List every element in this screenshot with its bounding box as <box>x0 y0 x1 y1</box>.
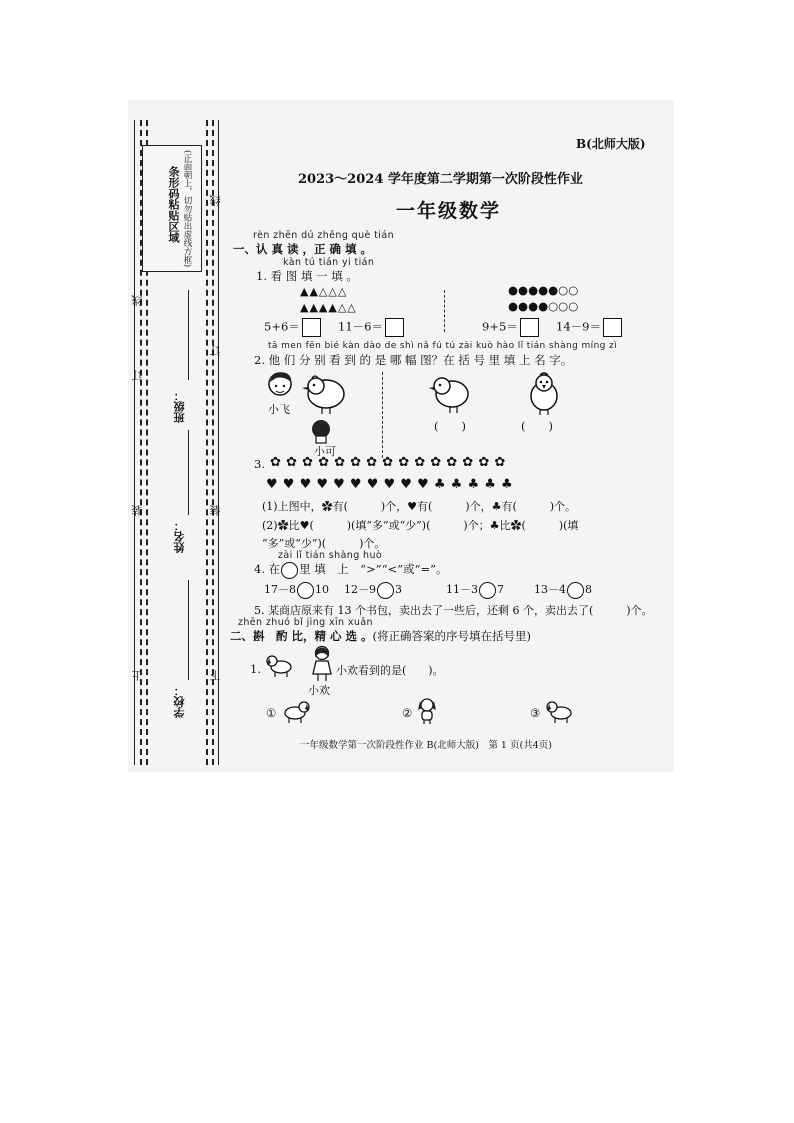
q3-flower-row: ✿ ✿ ✿ ✿ ✿ ✿ ✿ ✿ ✿ ✿ ✿ ✿ ✿ ✿ ✿ <box>270 455 506 470</box>
binding-dash-3 <box>206 120 208 765</box>
child-xiaoke-back-icon <box>308 418 334 444</box>
q1-triangles-row2: ▲▲▲▲△△ <box>300 301 357 314</box>
edition-label: B(北师大版) <box>576 137 646 151</box>
binding-dash-4 <box>212 120 214 765</box>
q1-eq1-answer-box[interactable] <box>302 318 321 337</box>
q4-c2-right: 3 <box>395 583 402 596</box>
q4-compare-3 <box>446 581 504 599</box>
side-ding-left: 订 <box>131 370 144 381</box>
q1-eq4-text: 14－9＝ <box>556 319 601 334</box>
barcode-note: (正面朝上，切勿贴出虚线方框) <box>182 150 192 268</box>
class-line <box>188 290 189 380</box>
side-ding-right: 订 <box>209 345 222 356</box>
name-line <box>188 430 189 515</box>
q1-triangles-row1: ▲▲△△△ <box>300 285 348 298</box>
side-zhuang-right: 装 <box>209 505 222 516</box>
q2-blank-2[interactable]: ( ) <box>521 419 553 433</box>
q4-c2-left: 12－9 <box>344 583 376 596</box>
q2-pinyin: tā men fēn bié kàn dào de shì nǎ fú tú zài kuò hào lǐ tián shàng míng zì <box>268 341 618 351</box>
q4-c3-circle[interactable] <box>479 582 496 599</box>
binding-border-left <box>134 120 135 765</box>
q4-compare-1 <box>264 581 329 599</box>
girl-xiaohuan-icon <box>308 644 336 682</box>
q4-compare-4 <box>534 581 592 599</box>
name-xiaofei: 小飞 <box>268 403 290 416</box>
binding-border-right <box>218 120 219 765</box>
side-xia: 下 <box>209 670 222 681</box>
chick-left-facing-icon <box>428 372 474 416</box>
q2-stem: 2. 他 们 分 别 看 到 的 是 哪 幅 图？在 括 号 里 填 上 名 字。 <box>254 353 573 367</box>
name-label: 姓名： <box>173 520 186 553</box>
side-zhuang-left: 装 <box>131 505 144 516</box>
s2-q1-number: 1. <box>250 662 261 676</box>
q2-divider <box>382 372 383 458</box>
q4-c1-circle[interactable] <box>297 582 314 599</box>
q4-c4-circle[interactable] <box>567 582 584 599</box>
q1-eq1-text: 5+6＝ <box>264 319 300 334</box>
puppy-front-facing-icon <box>416 696 438 724</box>
q1-dots-row2: ●●●●○○○ <box>508 299 579 313</box>
q4-stem <box>254 561 447 579</box>
q1-eq2-answer-box[interactable] <box>385 318 404 337</box>
side-xian-right: 线 <box>209 195 222 206</box>
q4-pinyin: zài lǐ tián shàng huò <box>278 550 383 561</box>
s2-opt2-label[interactable]: ② <box>402 706 413 720</box>
school-line <box>188 580 189 680</box>
section2-heading <box>230 628 531 644</box>
q4-c2-circle[interactable] <box>377 582 394 599</box>
side-xian-left: 线 <box>131 295 144 306</box>
puppy-side-icon <box>264 652 294 678</box>
chick-front-facing-icon <box>526 370 562 416</box>
q2-blank-1[interactable]: ( ) <box>434 419 466 433</box>
exam-title: 2023～2024 学年度第二学期第一次阶段性作业 <box>298 172 583 187</box>
school-label: 学校： <box>173 685 186 718</box>
q1-eq3-answer-box[interactable] <box>520 318 539 337</box>
q1-eq1 <box>264 318 321 337</box>
s2-opt3-label[interactable]: ③ <box>530 706 541 720</box>
q1-dots-row1: ●●●●●○○ <box>508 283 579 297</box>
q4-c3-left: 11－3 <box>446 583 478 596</box>
q1-pinyin: kàn tú tián yi tián <box>283 257 375 268</box>
scanned-page <box>128 100 674 772</box>
section1-pinyin: rèn zhēn dú zhěng què tián <box>253 230 394 241</box>
s2-opt1-label[interactable]: ① <box>266 706 277 720</box>
q3-line1: (1)上图中，✿有( )个，♥有( )个，♣有( )个。 <box>262 500 577 513</box>
q4-stem-b: 里 填 上 “>”“<”或“=”。 <box>299 562 448 576</box>
q3-line2: (2)✿比♥( )(填“多”或“少”)( )个；♣比✿( )(填 <box>262 519 579 532</box>
q4-stem-a: 4. 在 <box>254 562 281 576</box>
q1-eq2-text: 11－6＝ <box>338 319 383 334</box>
q4-c4-left: 13－4 <box>534 583 566 596</box>
chick-side-icon <box>300 372 350 416</box>
q4-c4-right: 8 <box>585 583 592 596</box>
xiaohuan-label: 小欢 <box>308 684 330 697</box>
page-footer: 一年级数学第一次阶段性作业 B(北师大版) 第 1 页(共4页) <box>300 740 552 751</box>
q1-eq3-text: 9+5＝ <box>482 319 518 334</box>
subject-title: 一年级数学 <box>396 200 502 222</box>
q1-eq4-answer-box[interactable] <box>603 318 622 337</box>
boy-xiaofei-icon <box>266 370 294 400</box>
q4-stem-circle <box>281 562 298 579</box>
section2-pinyin: zhēn zhuó bǐ jìng xīn xuǎn <box>238 617 373 628</box>
q4-compare-2 <box>344 581 402 599</box>
puppy-right-facing-icon <box>282 698 312 724</box>
q1-eq2 <box>338 318 404 337</box>
barcode-label: 条形码粘贴区域 <box>167 166 180 243</box>
q5-stem: 5. 某商店原来有 13 个书包，卖出去了一些后，还剩 6 个，卖出去了( )个。 <box>254 604 653 617</box>
side-shang: 上 <box>131 670 144 681</box>
q4-c3-right: 7 <box>497 583 504 596</box>
s2-q1-stem: 小欢看到的是( )。 <box>336 664 444 677</box>
section2-note: (将正确答案的序号填在括号里) <box>372 629 531 643</box>
q3-heart-club-row: ♥ ♥ ♥ ♥ ♥ ♥ ♥ ♥ ♥ ♥ ♣ ♣ ♣ ♣ ♣ <box>266 477 514 492</box>
q1-stem: 1. 看 图 填 一 填 。 <box>256 269 358 283</box>
class-label: 班级： <box>173 390 186 423</box>
q4-c1-right: 10 <box>315 583 329 596</box>
q4-c1-left: 17－8 <box>264 583 296 596</box>
section1-title: 一、认 真 读 ，正 确 填 。 <box>233 242 373 256</box>
q1-eq4 <box>556 318 622 337</box>
q3-line3: “多”或“少”)( )个。 <box>262 537 386 550</box>
q1-eq3 <box>482 318 539 337</box>
barcode-box <box>142 145 202 272</box>
q3-number: 3. <box>254 457 265 471</box>
puppy-left-facing-icon <box>544 698 574 724</box>
name-xiaoke: 小可 <box>314 445 336 458</box>
q1-divider <box>444 290 445 332</box>
section2-title: 二、斟 酌 比，精 心 选 。 <box>230 629 373 643</box>
